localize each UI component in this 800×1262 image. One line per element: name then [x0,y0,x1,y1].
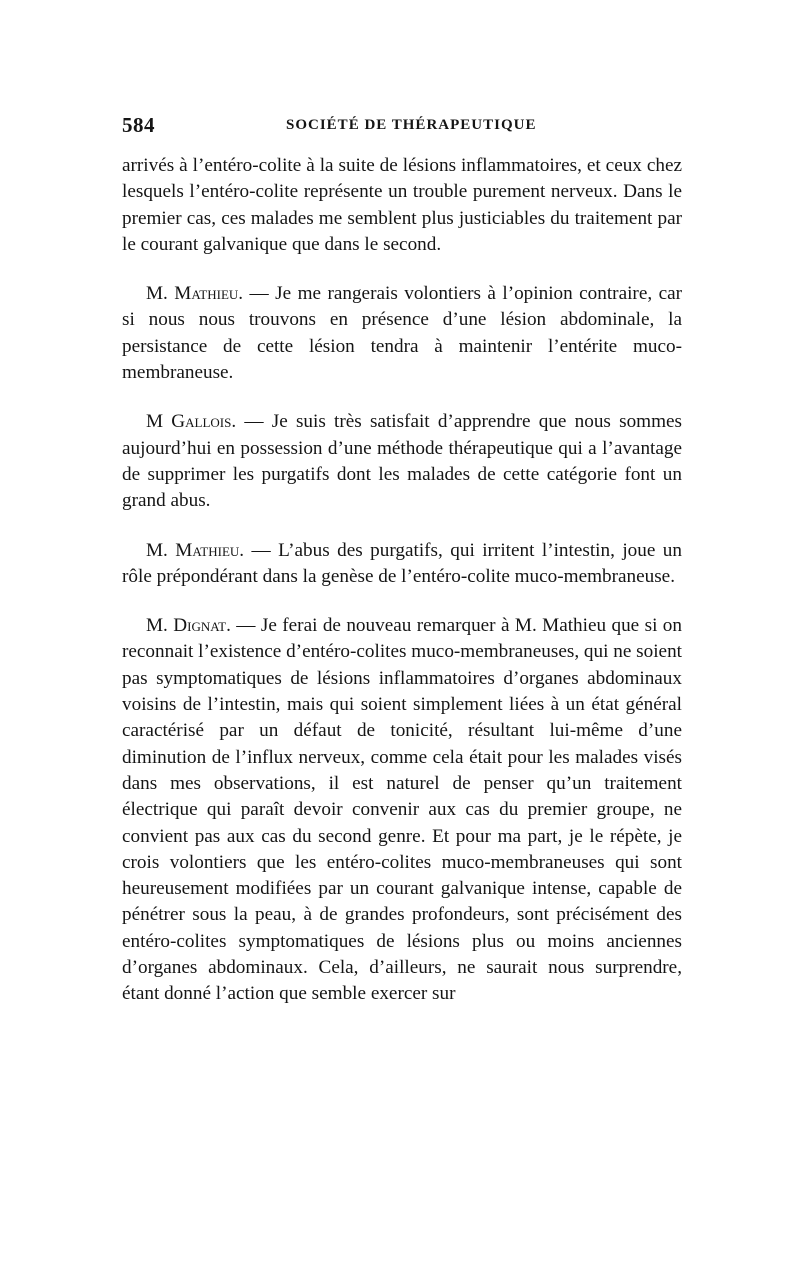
paragraph-text: arrivés à l’entéro-colite à la suite de lésions inflammatoires, et ceux chez lesquels l’entéro-colite représente un trouble purement nerveux. Dans le premier cas, ces malades me semblent plus justiciables du traitement par le courant galvanique que dans le second. [122,155,682,255]
paragraph-text: — Je suis très satisfait d’apprendre que nous sommes aujourd’hui en possession d’une méthode thérapeutique qui a l’avantage de supprimer les purgatifs dont les malades de cette catégorie font un grand abus. [122,411,682,512]
speaker-name: M. Mathieu. [146,539,245,561]
page-header [122,113,682,141]
paragraph-continuation [122,153,682,258]
paragraph-mathieu-1 [122,281,682,386]
page-number: 584 [122,113,155,137]
paragraph-gallois [122,409,682,514]
paragraph-dignat [122,613,682,1007]
paragraph-text: — Je me rangerais volontiers à l’opinion contraire, car si nous nous trouvons en présence d’une lésion abdominale, la persistance de cette lésion tendra à maintenir l’entérite muco-membraneuse. [122,283,682,384]
paragraph-text: — L’abus des purgatifs, qui irritent l’intestin, joue un rôle prépondérant dans la genèse de l’entéro-colite muco-membraneuse. [122,539,682,587]
speaker-name: M Gallois. [146,411,237,433]
running-title: SOCIÉTÉ DE THÉRAPEUTIQUE [286,117,537,133]
paragraph-mathieu-2 [122,538,682,591]
paragraph-text: — Je ferai de nouveau remarquer à M. Mathieu que si on reconnait l’existence d’entéro-colites muco-membraneuses, qui ne soient pas symptomatiques de lésions inflammatoires d’organes abdominaux voisins de l’intestin, mais qui soient simplement liées à un état général caractérisé par un défaut de tonicité, résultant lui-même d’une diminution de l’influx nerveux, comme cela était pour les malades visés dans mes observations, il est naturel de penser qu’un traitement électrique qui paraît devoir convenir aux cas du premier groupe, ne convient pas aux cas du second genre. Et pour ma part, je le répète, je crois volontiers que les entéro-colites muco-membraneuses qui sont heureusement modifiées par un courant galvanique intense, capable de pénétrer sous la peau, à de grandes profondeurs, sont précisément des entéro-colites symptomatiques de lésions plus ou moins anciennes d’organes abdominaux. Cela, d’ailleurs, ne saurait nous surprendre, étant donné l’action que semble exercer sur [122,615,682,1005]
speaker-name: M. Mathieu. [146,283,244,305]
body-text [122,153,682,1008]
speaker-name: M. Dignat. [146,615,231,637]
